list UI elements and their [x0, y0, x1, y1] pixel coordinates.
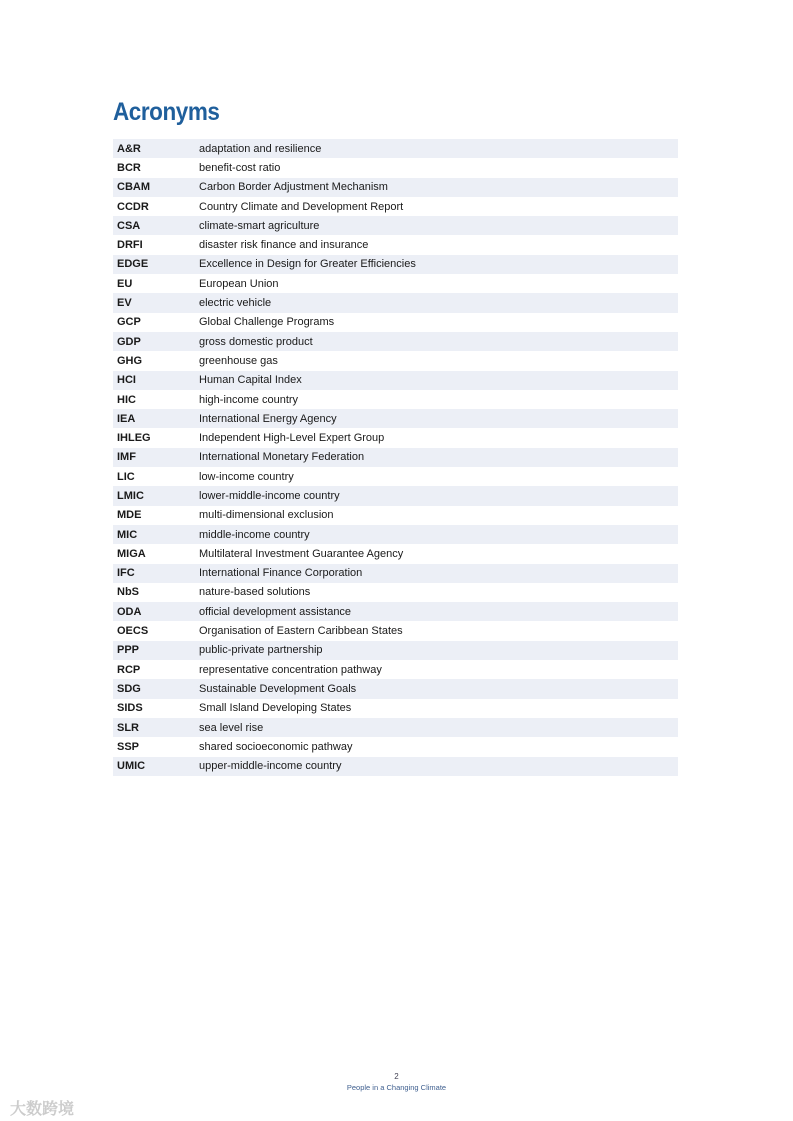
acronym: HCI: [117, 374, 136, 387]
acronym: SDG: [117, 682, 141, 695]
acronym: HIC: [117, 393, 136, 406]
acronym: OECS: [117, 625, 149, 638]
table-row: [113, 737, 678, 756]
acronym: MIC: [117, 528, 138, 541]
table-row: [113, 235, 678, 254]
acronym-definition: International Finance Corporation: [199, 567, 363, 580]
acronym-definition: middle-income country: [199, 528, 310, 541]
acronym-definition: electric vehicle: [199, 297, 272, 310]
table-row: [113, 390, 678, 409]
table-row: [113, 351, 678, 370]
acronym-definition: upper-middle-income country: [199, 760, 342, 773]
acronym: EDGE: [117, 258, 149, 271]
table-row: [113, 757, 678, 776]
table-row: [113, 583, 678, 602]
acronym: LIC: [117, 470, 135, 483]
acronym-definition: gross domestic product: [199, 335, 313, 348]
acronym-definition: Small Island Developing States: [199, 702, 352, 715]
table-row: [113, 641, 678, 660]
page-title: Acronyms: [113, 98, 220, 126]
table-row: [113, 506, 678, 525]
acronym-definition: adaptation and resilience: [199, 142, 322, 155]
acronym: IFC: [117, 567, 135, 580]
acronym: CCDR: [117, 200, 149, 213]
acronym: UMIC: [117, 760, 146, 773]
table-row: [113, 467, 678, 486]
acronym-definition: International Energy Agency: [199, 412, 337, 425]
acronym: MIGA: [117, 547, 146, 560]
table-row: [113, 602, 678, 621]
table-row: [113, 699, 678, 718]
table-row: [113, 216, 678, 235]
table-row: [113, 332, 678, 351]
table-row: [113, 409, 678, 428]
acronym-definition: representative concentration pathway: [199, 663, 382, 676]
acronym-definition: lower-middle-income country: [199, 489, 340, 502]
table-row: [113, 293, 678, 312]
table-row: [113, 621, 678, 640]
acronym: GCP: [117, 316, 141, 329]
acronym: IHLEG: [117, 432, 151, 445]
acronym-definition: Excellence in Design for Greater Efficiencies: [199, 258, 416, 271]
acronym-definition: Human Capital Index: [199, 374, 302, 387]
table-row: [113, 718, 678, 737]
acronym-definition: multi-dimensional exclusion: [199, 509, 334, 522]
table-row: [113, 371, 678, 390]
acronym-definition: sea level rise: [199, 721, 264, 734]
acronym: PPP: [117, 644, 140, 657]
table-row: [113, 564, 678, 583]
table-row: [113, 139, 678, 158]
acronym: CBAM: [117, 181, 150, 194]
acronym-definition: nature-based solutions: [199, 586, 311, 599]
acronym-definition: Sustainable Development Goals: [199, 682, 357, 695]
table-row: [113, 448, 678, 467]
acronym: SLR: [117, 721, 139, 734]
table-row: [113, 679, 678, 698]
watermark-logo: 大数跨境: [10, 1101, 75, 1118]
acronym: EU: [117, 277, 133, 290]
acronym: RCP: [117, 663, 141, 676]
table-row: [113, 660, 678, 679]
acronym-definition: Multilateral Investment Guarantee Agency: [199, 547, 404, 560]
acronym: BCR: [117, 161, 141, 174]
table-row: [113, 428, 678, 447]
acronym: IMF: [117, 451, 136, 464]
acronym-definition: Independent High-Level Expert Group: [199, 432, 385, 445]
acronym: CSA: [117, 219, 141, 232]
table-row: [113, 274, 678, 293]
acronym-definition: public-private partnership: [199, 644, 323, 657]
acronym: ODA: [117, 605, 142, 618]
footer-doc-title: People in a Changing Climate: [346, 1083, 447, 1092]
page-number: 2: [394, 1072, 399, 1081]
table-row: [113, 158, 678, 177]
table-row: [113, 255, 678, 274]
acronym-definition: shared socioeconomic pathway: [199, 740, 353, 753]
table-row: [113, 486, 678, 505]
acronym-definition: high-income country: [199, 393, 299, 406]
acronym-definition: benefit-cost ratio: [199, 161, 281, 174]
acronyms-table: [113, 139, 678, 776]
acronym-definition: official development assistance: [199, 605, 352, 618]
acronym-definition: climate-smart agriculture: [199, 219, 320, 232]
table-row: [113, 197, 678, 216]
acronym: IEA: [117, 412, 136, 425]
acronym: SIDS: [117, 702, 143, 715]
acronym-definition: disaster risk finance and insurance: [199, 239, 369, 252]
acronym: GDP: [117, 335, 141, 348]
acronym: GHG: [117, 354, 143, 367]
table-row: [113, 313, 678, 332]
acronym: SSP: [117, 740, 140, 753]
acronym: NbS: [117, 586, 139, 599]
table-row: [113, 525, 678, 544]
acronym-definition: Carbon Border Adjustment Mechanism: [199, 181, 388, 194]
acronym-definition: low-income country: [199, 470, 294, 483]
table-row: [113, 178, 678, 197]
table-row: [113, 544, 678, 563]
acronym-definition: Country Climate and Development Report: [199, 200, 404, 213]
acronym-definition: European Union: [199, 277, 279, 290]
acronym: EV: [117, 297, 132, 310]
acronym: DRFI: [117, 239, 143, 252]
acronym-definition: Global Challenge Programs: [199, 316, 335, 329]
acronym-definition: International Monetary Federation: [199, 451, 365, 464]
acronym: A&R: [117, 142, 141, 155]
acronym: LMIC: [117, 489, 144, 502]
acronym: MDE: [117, 509, 142, 522]
acronym-definition: Organisation of Eastern Caribbean States: [199, 625, 403, 638]
acronym-definition: greenhouse gas: [199, 354, 278, 367]
